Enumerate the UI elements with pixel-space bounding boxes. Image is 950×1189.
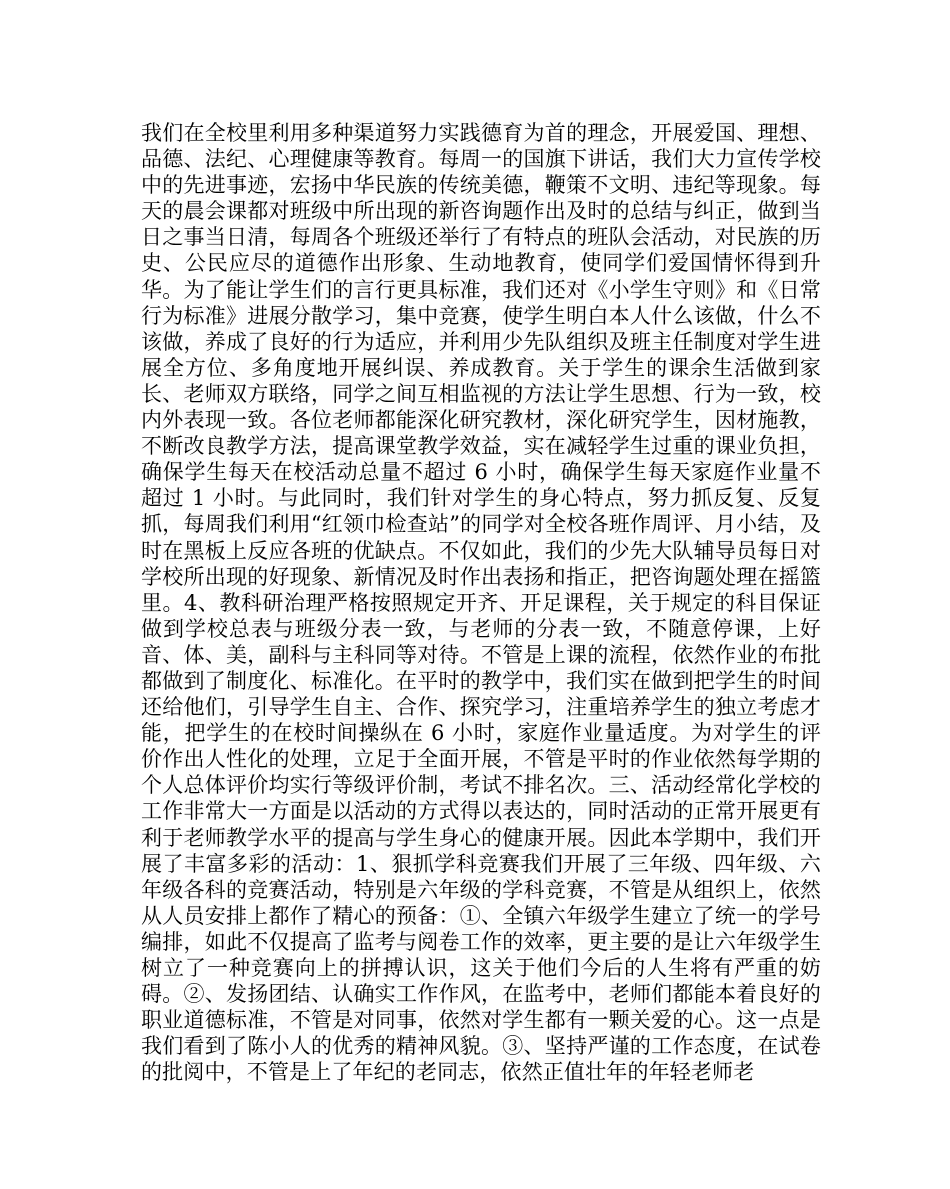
body-paragraph: 我们在全校里利用多种渠道努力实践德育为首的理念，开展爱国、理想、品德、法纪、心理健康等教育。每周一的国旗下讲话，我们大力宣传学校中的先进事迹，宏扬中华民族的传统美德，鞭策不文明、违纪等现象。每天的晨会课都对班级中所出现的新咨询题作出及时的总结与纠正，做到当日之事当日清，每周各个班级还举行了有特点的班队会活动，对民族的历史、公民应尽的道德作出形象、生动地教育，使同学们爱国情怀得到升华。为了能让学生们的言行更具标准，我们还对《小学生守则》和《日常行为标准》进展分散学习，集中竞赛，使学生明白本人什么该做，什么不该做，养成了良好的行为适应，并利用少先队组织及班主任制度对学生进展全方位、多角度地开展纠误、养成教育。关于学生的课余生活做到家长、老师双方联络，同学之间互相监视的方法让学生思想、行为一致，校内外表现一致。各位老师都能深化研究教材，深化研究学生，因材施教，不断改良教学方法，提高课堂教学效益，实在减轻学生过重的课业负担，确保学生每天在校活动总量不超过 6 小时，确保学生每天家庭作业量不超过 1 小时。与此同时，我们针对学生的身心特点，努力抓反复、反复抓，每周我们利用“红领巾检查站”的同学对全校各班作周评、月小结，及时在黑板上反应各班的优缺点。不仅如此，我们的少先大队辅导员每日对学校所出现的好现象、新情况及时作出表扬和指正，把咨询题处理在摇篮里。4、教科研治理严格按照规定开齐、开足课程，关于规定的科目保证做到学校总表与班级分表一致，与老师的分表一致，不随意停课，上好音、体、美，副科与主科同等对待。不管是上课的流程，依然作业的布批都做到了制度化、标准化。在平时的教学中，我们实在做到把学生的时间还给他们，引导学生自主、合作、探究学习，注重培养学生的独立考虑才能，把学生的在校时间操纵在 6 小时，家庭作业量适度。为对学生的评价作出人性化的处理，立足于全面开展，不管是平时的作业依然每学期的个人总体评价均实行等级评价制，考试不排名次。三、活动经常化学校的工作非常大一方面是以活动的方式得以表达的，同时活动的正常开展更有利于老师教学水平的提高与学生身心的健康开展。因此本学期中，我们开展了丰富多彩的活动：1、狠抓学科竞赛我们开展了三年级、四年级、六年级各科的竞赛活动，特别是六年级的学科竞赛，不管是从组织上，依然从人员安排上都作了精心的预备：①、全镇六年级学生建立了统一的学号编排，如此不仅提高了监考与阅卷工作的效率，更主要的是让六年级学生树立了一种竞赛向上的拼搏认识，这关于他们今后的人生将有严重的妨碍。②、发扬团结、认确实工作作风，在监考中，老师们都能本着良好的职业道德标准，不管是对同事，依然对学生都有一颗关爱的心。这一点是我们看到了陈小人的优秀的精神风貌。③、坚持严谨的工作态度，在试卷的批阅中，不管是上了年纪的老同志，依然正值壮年的年轻老师老 — [141, 121, 821, 1085]
